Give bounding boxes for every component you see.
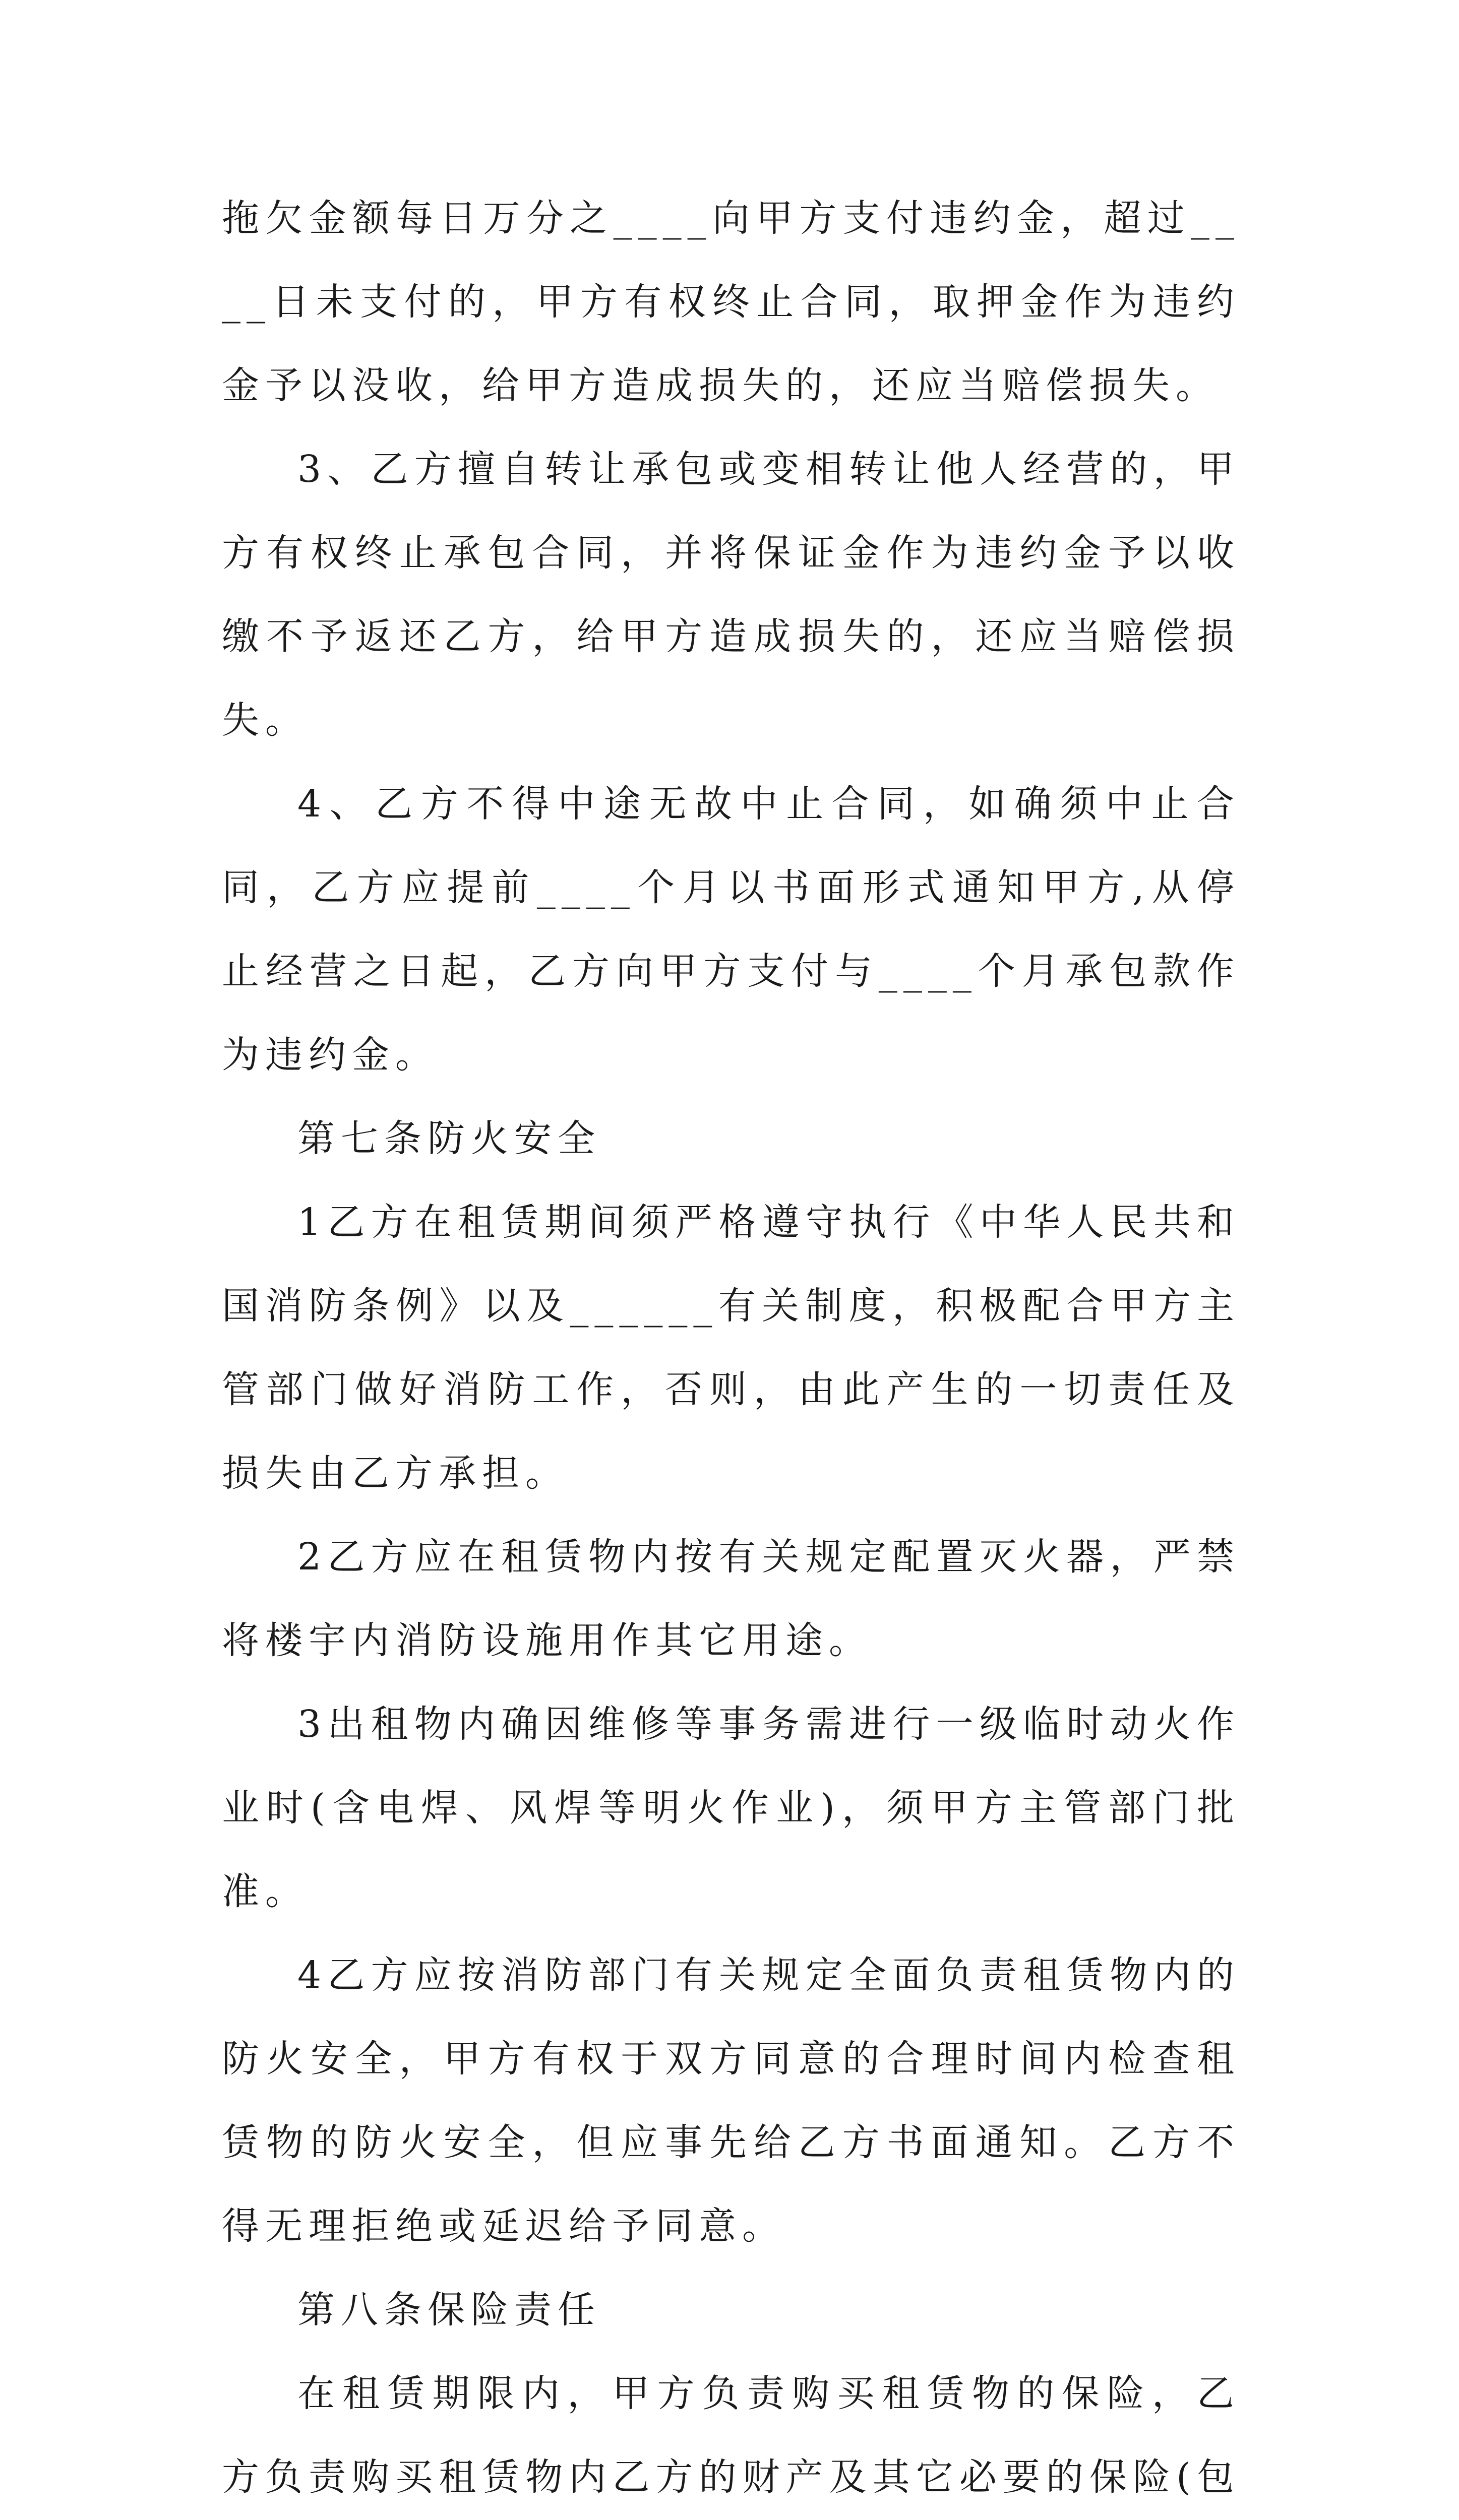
- paragraph-fire-4: 4乙方应按消防部门有关规定全面负责租赁物内的防火安全，甲方有权于双方同意的合理时间内检查租赁物的防火安全，但应事先给乙方书面通知。乙方不得无理拒绝或延迟给予同意。: [222, 1954, 1240, 2248]
- paragraph-clause-3: 3、乙方擅自转让承包或变相转让他人经营的，甲方有权终止承包合同，并将保证金作为违约金予以收缴不予返还乙方，给甲方造成损失的，还应当赔偿损失。: [222, 448, 1240, 742]
- paragraph-clause-4: 4、乙方不得中途无故中止合同，如确须中止合同，乙方应提前____个月以书面形式通知甲方,从停止经营之日起，乙方向甲方支付与____个月承包款作为违约金。: [222, 782, 1240, 1077]
- section-heading-fire-safety: 第七条防火安全: [297, 1117, 601, 1160]
- section-heading-insurance: 第八条保险责任: [297, 2288, 601, 2332]
- paragraph-fire-3: 3出租物内确因维修等事务需进行一级临时动火作业时(含电焊、风焊等明火作业)，须甲方主管部门批准。: [222, 1703, 1240, 1913]
- paragraph-late-payment: 拖欠金额每日万分之____向甲方支付违约金，超过____日未支付的，甲方有权终止合同，取押金作为违约金予以没收，给甲方造成损失的，还应当赔偿损失。: [222, 197, 1240, 407]
- document-body: [222, 176, 1240, 2520]
- paragraph-fire-1: 1乙方在租赁期间须严格遵守执行《中华人民共和国消防条例》以及______有关制度，积极配合甲方主管部门做好消防工作，否则，由此产生的一切责任及损失由乙方承担。: [222, 1201, 1240, 1495]
- paragraph-insurance: 在租赁期限内，甲方负责购买租赁物的保险，乙方负责购买租赁物内乙方的财产及其它必要的保险(包: [222, 2372, 1240, 2499]
- paragraph-fire-2: 2乙方应在租赁物内按有关规定配置灭火器，严禁将楼宇内消防设施用作其它用途。: [222, 1535, 1240, 1662]
